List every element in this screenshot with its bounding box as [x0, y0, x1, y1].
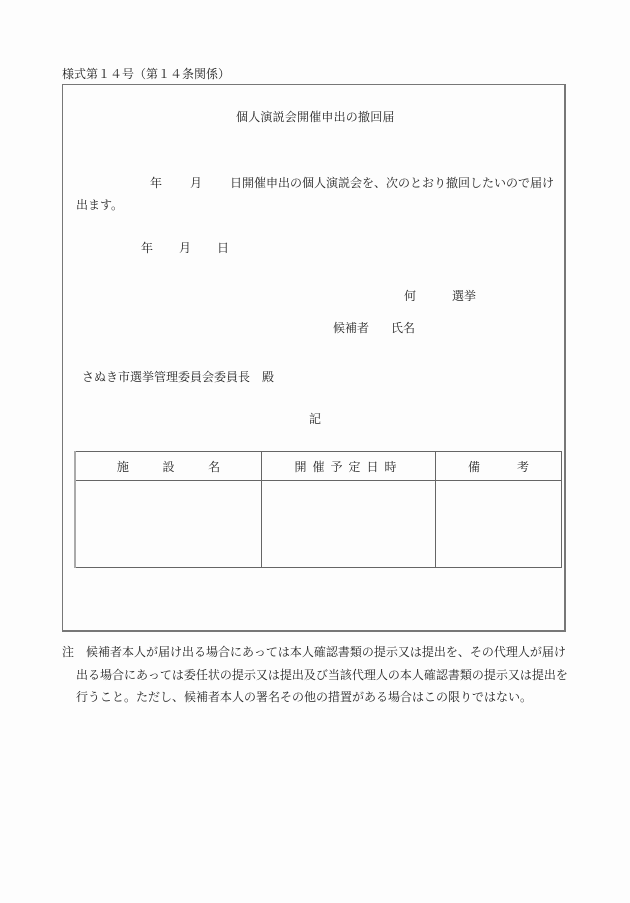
body-text-line-2: 出ます。 [76, 198, 124, 212]
header-char: 名 [208, 459, 221, 474]
withdrawal-table [74, 451, 562, 568]
cell-remarks[interactable] [436, 481, 562, 568]
footnote-line-3: 行うこと。ただし、候補者本人の署名その他の措置がある場合はこの限りではない。 [76, 690, 533, 704]
addressee-name: さぬき市選挙管理委員会委員長 [82, 370, 251, 384]
header-scheduled-datetime [262, 452, 436, 481]
candidate-name-line [333, 322, 415, 334]
table-header-row [75, 452, 562, 481]
footnote-line-2: 出る場合にあっては委任状の提示又は提出及び当該代理人の本人確認書類の提示又は提出を [76, 667, 568, 682]
header-char: 設 [162, 459, 175, 474]
candidate-label: 候補者 [333, 321, 370, 335]
name-label: 氏名 [391, 321, 416, 335]
date-year-label: 年 [141, 241, 154, 255]
document-title: 個人演説会開催申出の撤回届 [236, 110, 395, 124]
body-text-line-1 [150, 177, 554, 189]
ki-heading: 記 [309, 412, 322, 426]
header-facility-name [75, 452, 262, 481]
body-text-rest: 日開催申出の個人演説会を、次のとおり撤回したいので届け [230, 176, 555, 190]
cell-facility-name[interactable] [75, 481, 262, 568]
date-month-label: 月 [179, 241, 192, 255]
footnote-line-1: 注 候補者本人が届け出る場合にあっては本人確認書類の提示又は提出を、その代理人が届け [62, 645, 566, 659]
election-name-line [404, 290, 476, 302]
body-month-label: 月 [190, 176, 203, 190]
submission-date [141, 242, 229, 254]
addressee [82, 371, 274, 383]
addressee-honorific: 殿 [262, 370, 275, 384]
header-remarks [436, 452, 562, 481]
header-label: 開催予定日時 [294, 459, 403, 474]
election-suffix: 選挙 [452, 289, 477, 303]
body-year-label: 年 [150, 176, 163, 190]
header-char: 備 [468, 459, 481, 474]
footnote [62, 641, 582, 709]
header-char: 考 [516, 459, 529, 474]
election-prefix: 何 [404, 289, 417, 303]
table-row [75, 481, 562, 568]
cell-scheduled-datetime[interactable] [262, 481, 436, 568]
header-char: 施 [116, 459, 129, 474]
form-number-label: 様式第１４号（第１４条関係） [62, 67, 231, 81]
date-day-label: 日 [217, 241, 230, 255]
